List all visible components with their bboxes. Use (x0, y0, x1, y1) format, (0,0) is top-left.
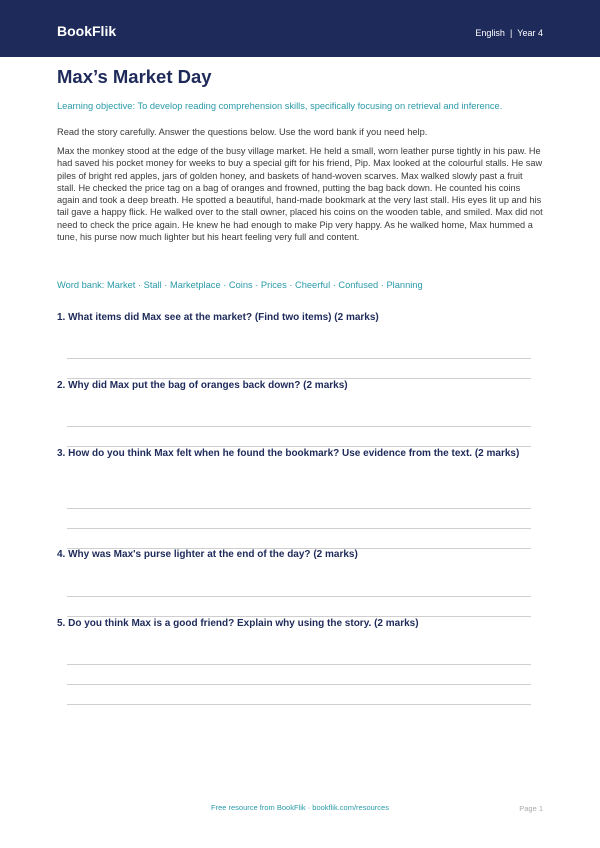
instructions: Read the story carefully. Answer the questions below. Use the word bank if you need help. (57, 127, 428, 137)
question-3: 3. How do you think Max felt when he found the bookmark? Use evidence from the text. (2 marks) (57, 448, 520, 459)
header-bar (0, 0, 600, 57)
answer-line[interactable] (67, 358, 531, 359)
header-separator: | (509, 28, 513, 38)
question-5: 5. Do you think Max is a good friend? Explain why using the story. (2 marks) (57, 618, 419, 629)
answer-line[interactable] (67, 426, 531, 427)
word-bank: Word bank: Market · Stall · Marketplace · Coins · Prices · Cheerful · Confused · Planning (57, 280, 423, 290)
page-title: Max’s Market Day (57, 66, 212, 87)
answer-line[interactable] (67, 704, 531, 705)
page-number: Page 1 (519, 804, 543, 813)
question-4: 4. Why was Max's purse lighter at the end of the day? (2 marks) (57, 549, 358, 560)
subject-label: English (475, 28, 505, 38)
answer-line[interactable] (67, 664, 531, 665)
answer-line[interactable] (67, 528, 531, 529)
footer-credit[interactable]: Free resource from BookFlik · bookflik.com/resources (211, 803, 389, 812)
year-label: Year 4 (517, 28, 543, 38)
answer-line[interactable] (67, 596, 531, 597)
answer-line[interactable] (67, 508, 531, 509)
brand-logo: BookFlik (57, 23, 117, 39)
header-meta (475, 28, 543, 38)
story-text: Max the monkey stood at the edge of the busy village market. He held a small, worn leather purse tightly in his paw. He had saved his pocket money for weeks to buy a special gift for his friend, Pip. Max looked at the colourful stalls. He saw piles of bright red apples, jars of golden honey, and baskets of hand-woven scarves. Max walked slowly past a fruit stall. He checked the price tag on a bag of oranges and frowned, putting the bag back down. He counted his coins again and took a deep breath. He spotted a beautiful, hand-made bookmark at the very last stall. His eyes lit up and his tail gave a happy flick. He walked over to the stall owner, placed his coins on the wooden table, and smiled. Max did not need to check the price again. He knew he had enough to make Pip very happy. As he walked home, Max hummed a tune, his purse now much lighter but his heart feeling very full and content. (57, 146, 543, 243)
learning-objective: Learning objective: To develop reading comprehension skills, specifically focusing on retrieval and inference. (57, 101, 503, 111)
question-2: 2. Why did Max put the bag of oranges back down? (2 marks) (57, 380, 348, 391)
question-1: 1. What items did Max see at the market? (Find two items) (2 marks) (57, 312, 379, 323)
answer-line[interactable] (67, 684, 531, 685)
